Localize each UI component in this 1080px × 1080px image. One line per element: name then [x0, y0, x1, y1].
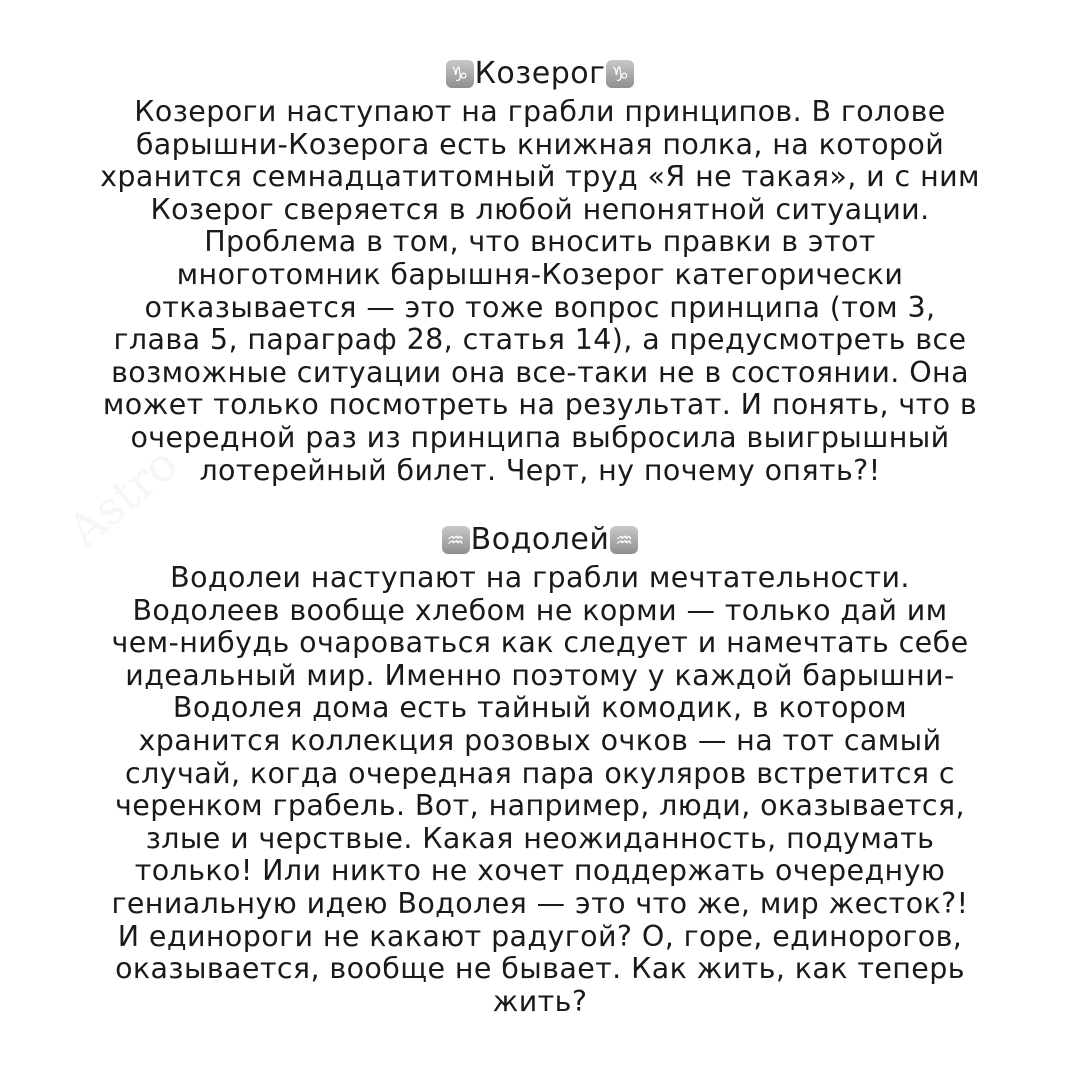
- aquarius-sign-icon: ♒: [610, 526, 638, 554]
- text-line: очередной раз из принципа выбросила выигрышный: [130, 420, 950, 454]
- capricorn-sign-icon: ♑: [606, 60, 634, 88]
- text-line: хранится коллекция розовых очков — на тот самый: [138, 723, 942, 757]
- text-line: жить?: [492, 984, 588, 1018]
- watermark: Astro: [57, 436, 188, 558]
- text-line: возможные ситуации она все-таки не в состоянии. Она: [111, 355, 969, 389]
- text-line: Водолеи наступают на грабли мечтательности.: [170, 561, 910, 594]
- text-line: может только посмотреть на результат. И понять, что в: [102, 388, 978, 422]
- text-line: Водолея дома есть тайный комодик, в котором: [172, 691, 908, 725]
- text-line: барышни-Козерога есть книжная полка, на которой: [135, 127, 945, 161]
- aquarius-title: Водолей: [470, 522, 610, 557]
- text-line: оказывается, вообще не бывает. Как жить, как теперь: [115, 952, 965, 986]
- text-line: Проблема в том, что вносить правки в этот: [204, 225, 876, 259]
- text-line: Водолеев вообще хлебом не корми — только дай им: [132, 593, 948, 627]
- text-line: идеальный мир. Именно поэтому у каждой барышни-: [125, 658, 955, 692]
- capricorn-sign-icon: ♑: [446, 60, 474, 88]
- text-line: чем-нибудь очароваться как следует и намечтать себе: [111, 626, 969, 660]
- aquarius-heading: [40, 518, 1040, 562]
- capricorn-section: [40, 52, 1040, 487]
- text-line: хранится семнадцатитомный труд «Я не такая», и с ним: [100, 160, 980, 194]
- text-line: Козерог сверяется в любой непонятной ситуации.: [150, 192, 930, 226]
- aquarius-text: [40, 562, 1040, 1018]
- text-line: И единороги не какают радугой? О, горе, единорогов,: [117, 919, 963, 953]
- text-line: лотерейный билет. Черт, ну почему опять?!: [199, 453, 881, 487]
- text-line: Козероги наступают на грабли принципов. В голове: [134, 95, 946, 128]
- text-line: только! Или никто не хочет поддержать очередную: [134, 854, 946, 888]
- text-line: черенком грабель. Вот, например, люди, оказывается,: [115, 789, 965, 823]
- capricorn-heading: [40, 52, 1040, 96]
- aquarius-section: [40, 518, 1040, 1018]
- aquarius-sign-icon: ♒: [442, 526, 470, 554]
- capricorn-title: Козерог: [474, 56, 606, 91]
- text-line: злые и черствые. Какая неожиданность, подумать: [145, 821, 935, 855]
- capricorn-text: [40, 96, 1040, 487]
- text-line: многотомник барышня-Козерог категорически: [176, 257, 904, 291]
- text-line: отказывается — это тоже вопрос принципа (том 3,: [144, 290, 936, 324]
- text-line: гениальную идею Водолея — это что же, мир жесток?!: [111, 886, 969, 920]
- text-line: случай, когда очередная пара окуляров встретится с: [125, 756, 955, 790]
- text-line: глава 5, параграф 28, статья 14), а предусмотреть все: [113, 323, 967, 357]
